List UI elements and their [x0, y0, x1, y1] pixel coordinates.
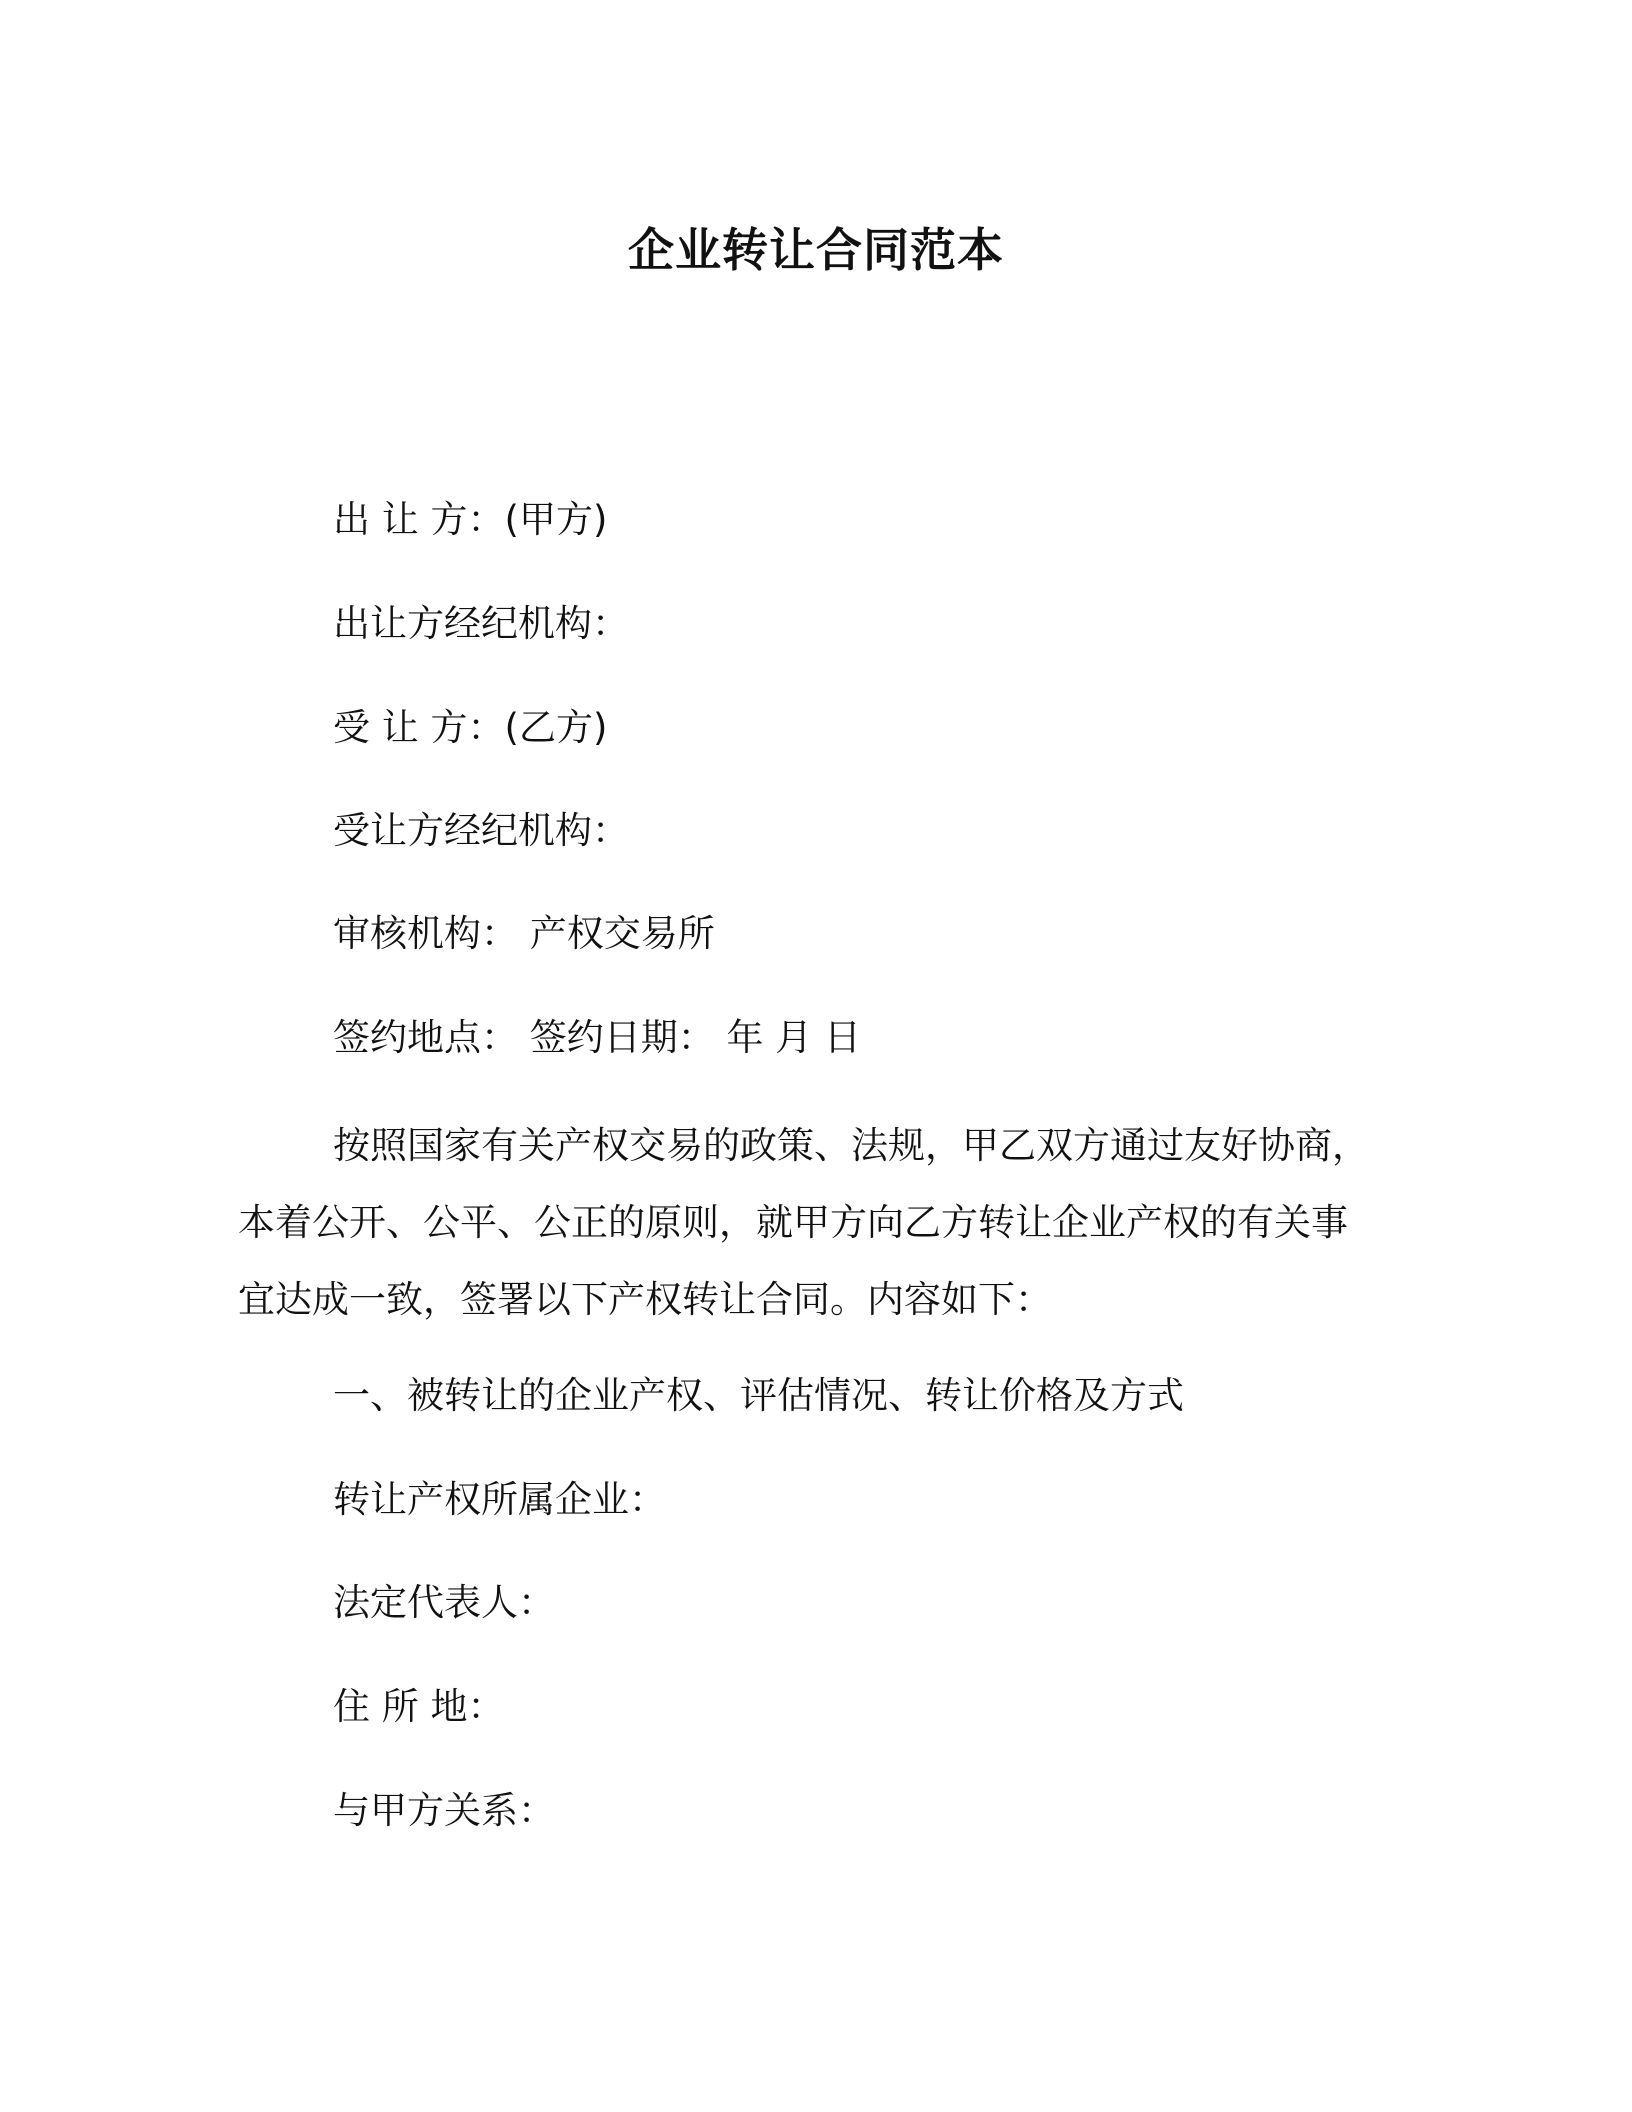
preamble-line: 按照国家有关产权交易的政策、法规，甲乙双方通过友好协商，	[333, 1124, 1369, 1167]
field-review-agency: 审核机构： 产权交易所	[333, 912, 715, 955]
field-transferor-agency: 出让方经纪机构：	[333, 602, 629, 645]
field-relation-to-party-a: 与甲方关系：	[333, 1789, 555, 1832]
section-1-heading: 一、被转让的企业产权、评估情况、转让价格及方式	[333, 1374, 1184, 1417]
field-transferee: 受 让 方：(乙方)	[333, 706, 608, 749]
field-enterprise: 转让产权所属企业：	[333, 1478, 666, 1521]
preamble-paragraph	[238, 1107, 1378, 1338]
field-legal-representative: 法定代表人：	[333, 1581, 555, 1624]
field-transferee-agency: 受让方经纪机构：	[333, 809, 629, 852]
document-title: 企业转让合同范本	[628, 223, 1004, 277]
field-signing-place-date: 签约地点： 签约日期： 年 月 日	[333, 1016, 862, 1059]
field-transferor: 出 让 方：(甲方)	[333, 498, 608, 541]
preamble-line: 宜达成一致，签署以下产权转让合同。内容如下：	[238, 1278, 1052, 1321]
preamble-line: 本着公开、公平、公正的原则，就甲方向乙方转让企业产权的有关事	[238, 1201, 1348, 1244]
field-domicile: 住 所 地：	[333, 1685, 505, 1728]
